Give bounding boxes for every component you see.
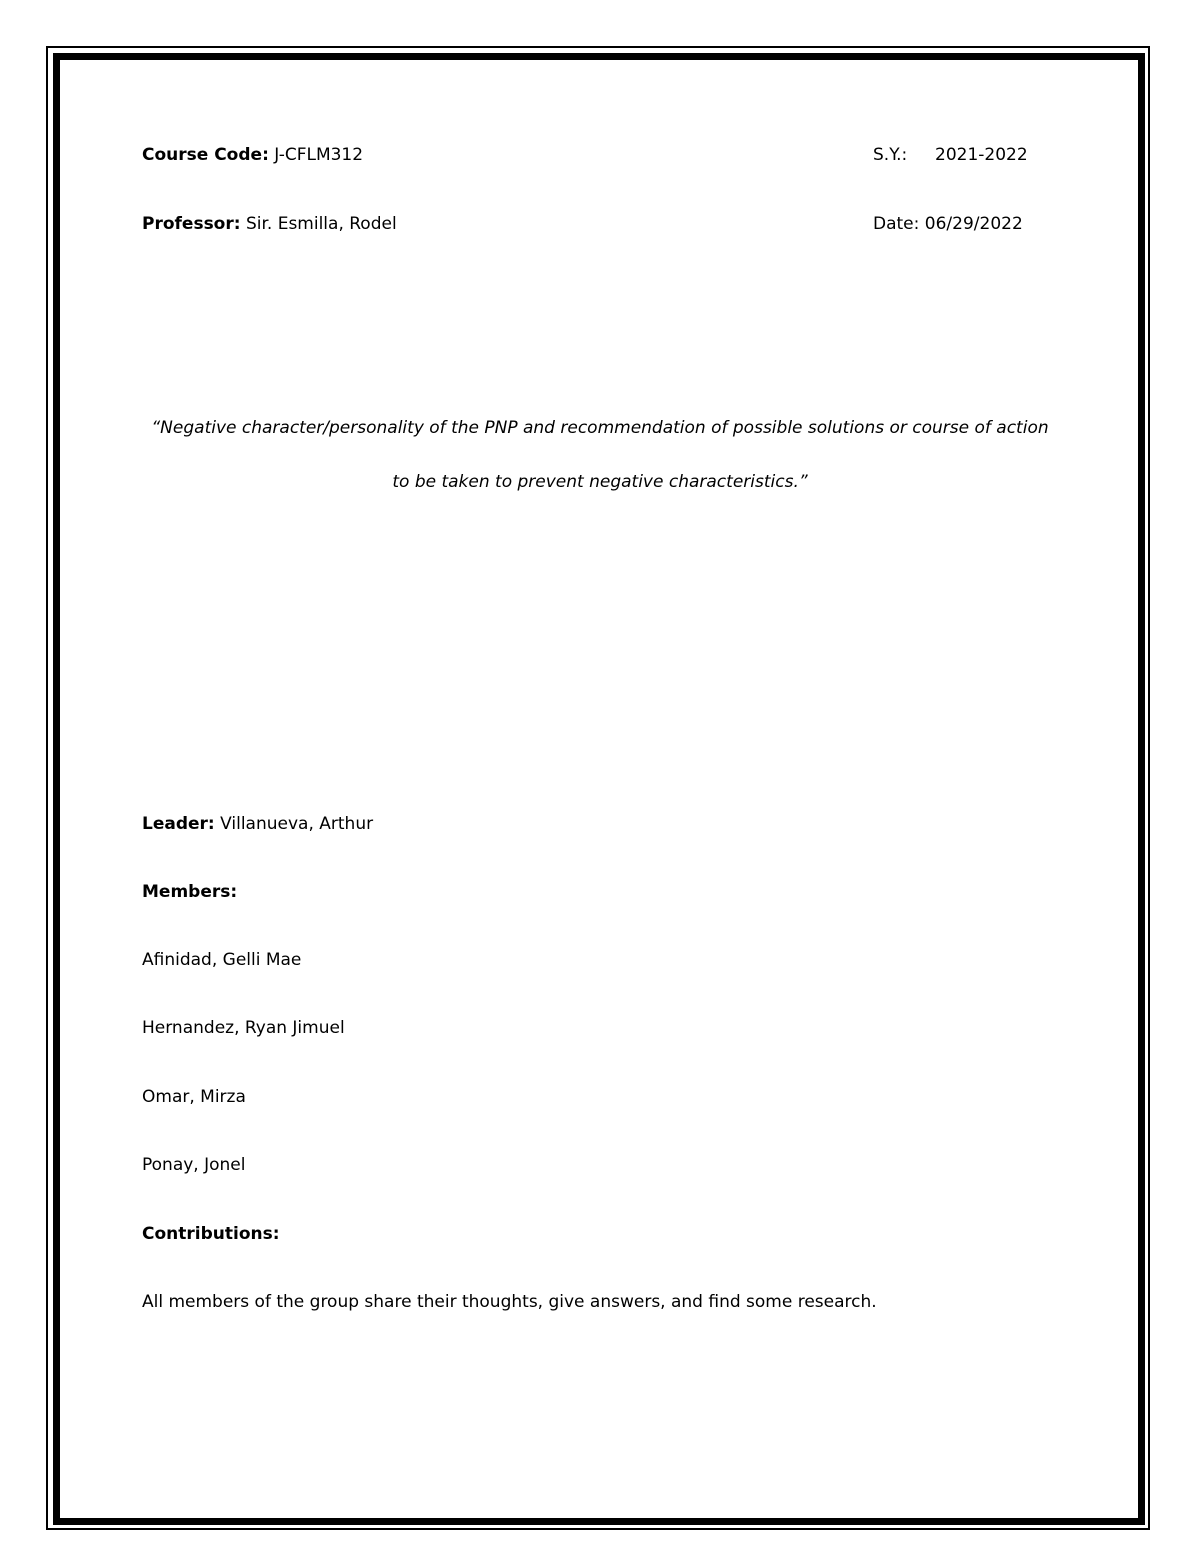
professor-line <box>142 214 397 234</box>
date-label: Date: <box>873 214 920 234</box>
date-line <box>873 214 1023 234</box>
leader-label: Leader: <box>142 814 215 834</box>
title-line-1: “Negative character/personality of the PNP and recommendation of possible solutions or course of action <box>151 418 1049 438</box>
professor-value: Sir. Esmilla, Rodel <box>245 214 397 234</box>
member-item: Afinidad, Gelli Mae <box>142 950 302 970</box>
course-code-label: Course Code: <box>142 145 269 165</box>
sy-label: S.Y.: <box>873 145 908 165</box>
contributions-text: All members of the group share their thoughts, give answers, and find some research. <box>142 1292 877 1312</box>
professor-label: Professor: <box>142 214 241 234</box>
contributions-label: Contributions: <box>142 1224 280 1244</box>
member-item: Omar, Mirza <box>142 1087 246 1107</box>
members-label: Members: <box>142 882 238 902</box>
member-item: Hernandez, Ryan Jimuel <box>142 1018 345 1038</box>
member-item: Ponay, Jonel <box>142 1155 246 1175</box>
leader-value: Villanueva, Arthur <box>220 814 374 834</box>
date-value: 06/29/2022 <box>924 214 1023 234</box>
leader-line <box>142 814 373 834</box>
course-code-line <box>142 145 363 165</box>
course-code-value: J-CFLM312 <box>274 145 364 165</box>
title-line-2: to be taken to prevent negative characteristics.” <box>392 472 808 492</box>
sy-value: 2021-2022 <box>935 145 1028 165</box>
